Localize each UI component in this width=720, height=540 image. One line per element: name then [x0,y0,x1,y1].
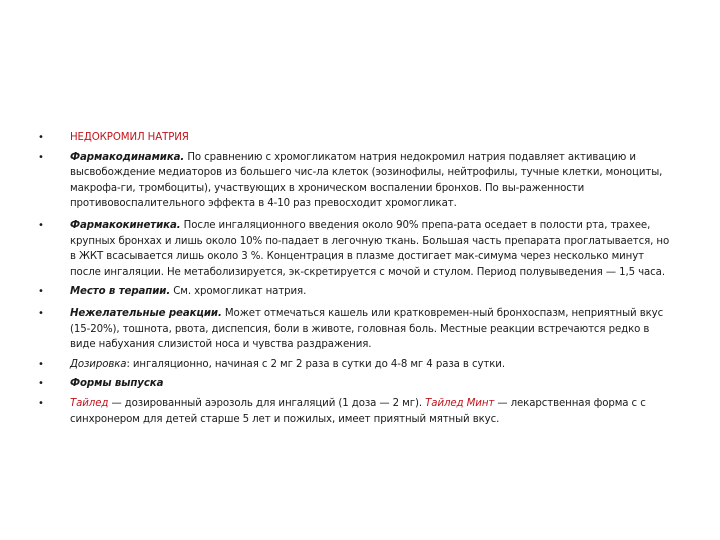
list-item-pharmacodynamics [40,150,670,212]
bullet-dot: • [38,307,44,319]
bullet-dot: • [38,378,44,390]
bullet-dot: • [38,286,44,298]
heading: НЕДОКРОМИЛ НАТРИЯ [70,132,189,143]
item-label: Фармакодинамика. [70,151,185,163]
item-text: После ингаляционного введения около 90% препа-рата оседает в полости рта, трахее, крупных бронхах и лишь около 10% по-падает в легочную ткань. Большая часть препарата проглатывается, но в ЖКТ всасывается лишь около 3 %. Концентрация в плазме достигает мак-симума через несколько минут после ингаляции. Не метаболизируется, эк-скретируется с мочой и стулом. Период полувыведения — 1,5 часа. [70,219,670,278]
item-text: : ингаляционно, начиная с 2 мг 2 раза в сутки до 4-8 мг 4 раза в сутки. [126,358,505,370]
item-text: По сравнению с хромогликатом натрия недокромил натрия подавляет активацию и высвобождение медиаторов из большего чис-ла клеток (эозинофилы, нейтрофилы, тучные клетки, моноциты, макрофа-ги, тромбоциты), участвующих в хроническом воспалении бронхов. По вы-раженности противовоспалительного эффекта в 4-10 раз превосходит хромогликат. [70,151,663,210]
list-item-adverse-reactions [40,306,670,353]
item-text: — дозированный аэрозоль для ингаляций (1 доза — 2 мг). [108,397,426,409]
item-text: Может отмечаться кашель или кратковремен-ный бронхоспазм, неприятный вкус (15-20%), тошнота, рвота, диспепсия, боли в животе, головная боль. Местные реакции встречаются редко в виде набухания слизистой носа и чувства раздражения. [70,307,664,351]
bullet-dot: • [38,132,44,143]
item-label: Фармакокинетика. [70,219,181,231]
item-text: — лекарственная форма с с синхронером для детей старше 5 лет и пожилых, имеет приятный мятный вкус. [70,397,646,425]
list-item-dosage [40,357,670,373]
list-item-heading [40,130,670,146]
list-item-pharmacokinetics [40,218,670,280]
item-label: Место в терапии. [70,286,171,298]
bullet-dot: • [38,358,44,370]
bullet-dot: • [38,219,44,231]
list-item-place-in-therapy [40,284,670,300]
list-item-products [40,396,670,427]
list-item-forms [40,376,670,392]
brand-name: Тайлед [70,397,109,409]
brand-name: Тайлед Минт [425,397,495,409]
bullet-dot: • [38,151,44,163]
item-text: См. хромогликат натрия. [170,286,307,298]
bullet-dot: • [38,397,44,409]
item-label: Формы выпуска [70,378,164,390]
item-label: Нежелательные реакции. [70,307,222,319]
item-label: Дозировка [70,358,127,370]
bullet-list [40,130,670,427]
